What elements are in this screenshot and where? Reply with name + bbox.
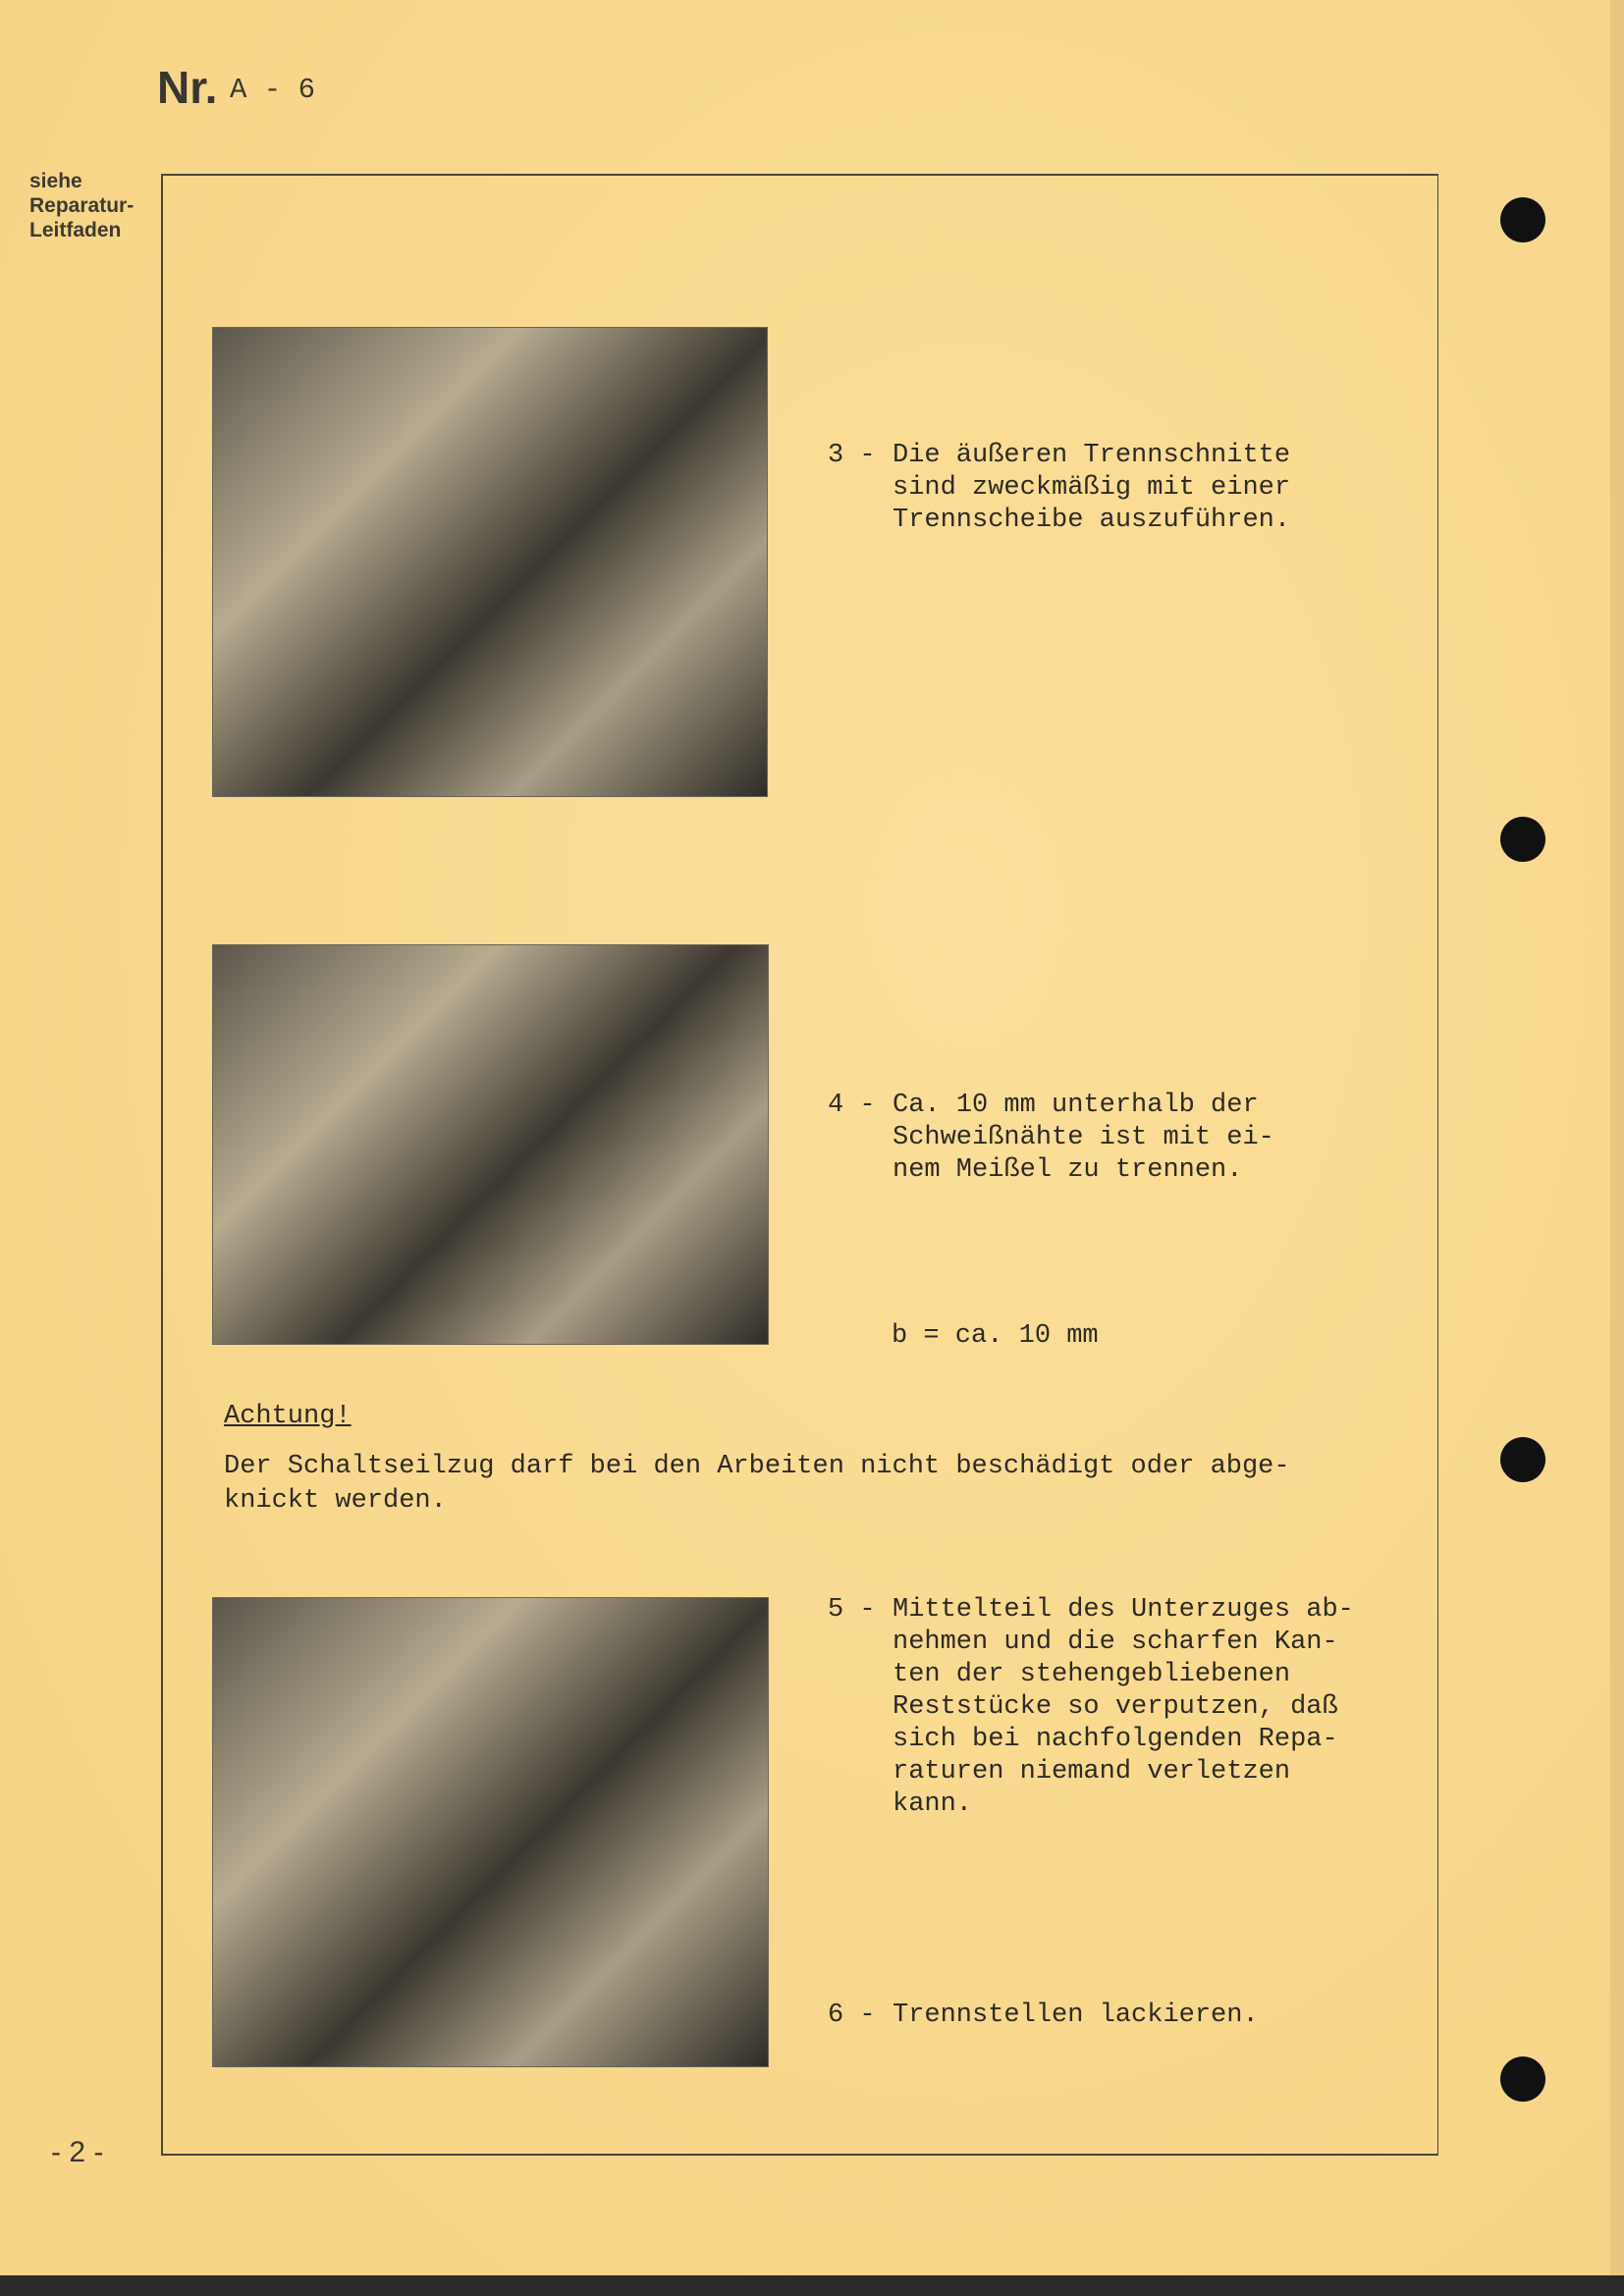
step-number: 5 - (828, 1595, 876, 1625)
side-note (29, 169, 134, 242)
step-line: nehmen und die scharfen Kan- (893, 1628, 1338, 1657)
step-line: Schweißnähte ist mit ei- (893, 1123, 1274, 1152)
step-number: 6 - (828, 2001, 876, 2030)
warning-text: knickt werden. (224, 1486, 447, 1516)
scan-border (0, 2275, 1624, 2296)
step-line: ten der stehengebliebenen (893, 1660, 1291, 1689)
step-line: Ca. 10 mm unterhalb der (893, 1091, 1259, 1120)
warning-text: Der Schaltseilzug darf bei den Arbeiten nicht beschädigt oder abge- (224, 1452, 1290, 1481)
step-line: nem Meißel zu trennen. (893, 1155, 1243, 1185)
punch-hole (1500, 817, 1545, 862)
side-note-line: Leitfaden (29, 219, 122, 241)
step-line: Mittelteil des Unterzuges ab- (893, 1595, 1354, 1625)
page-number: - 2 - (51, 2136, 104, 2168)
step-line: raturen niemand verletzen (893, 1757, 1291, 1787)
step-line: Trennscheibe auszuführen. (893, 506, 1291, 535)
step-number: 4 - (828, 1091, 876, 1120)
step-number: 3 - (828, 441, 876, 470)
punch-hole (1500, 197, 1545, 242)
punch-hole (1500, 1437, 1545, 1482)
paper-edge (1610, 0, 1624, 2275)
photo-crossmember (212, 1597, 769, 2067)
step-line: Trennstellen lackieren. (893, 2001, 1259, 2030)
step-line: Die äußeren Trennschnitte (893, 441, 1291, 470)
doc-number-label: Nr. (157, 62, 218, 113)
step-line: sind zweckmäßig mit einer (893, 473, 1291, 503)
punch-hole (1500, 2056, 1545, 2102)
step-line: kann. (893, 1789, 973, 1819)
side-note-line: siehe (29, 170, 82, 192)
step-line: sich bei nachfolgenden Repa- (893, 1725, 1338, 1754)
photo-chisel (212, 944, 769, 1345)
side-note-line: Reparatur- (29, 194, 135, 217)
doc-number-value: A - 6 (230, 74, 316, 106)
photo-cutting-disc (212, 327, 768, 797)
warning-title: Achtung! (224, 1402, 352, 1431)
dimension-note: b = ca. 10 mm (892, 1321, 1099, 1351)
step-line: Reststücke so verputzen, daß (893, 1692, 1338, 1722)
